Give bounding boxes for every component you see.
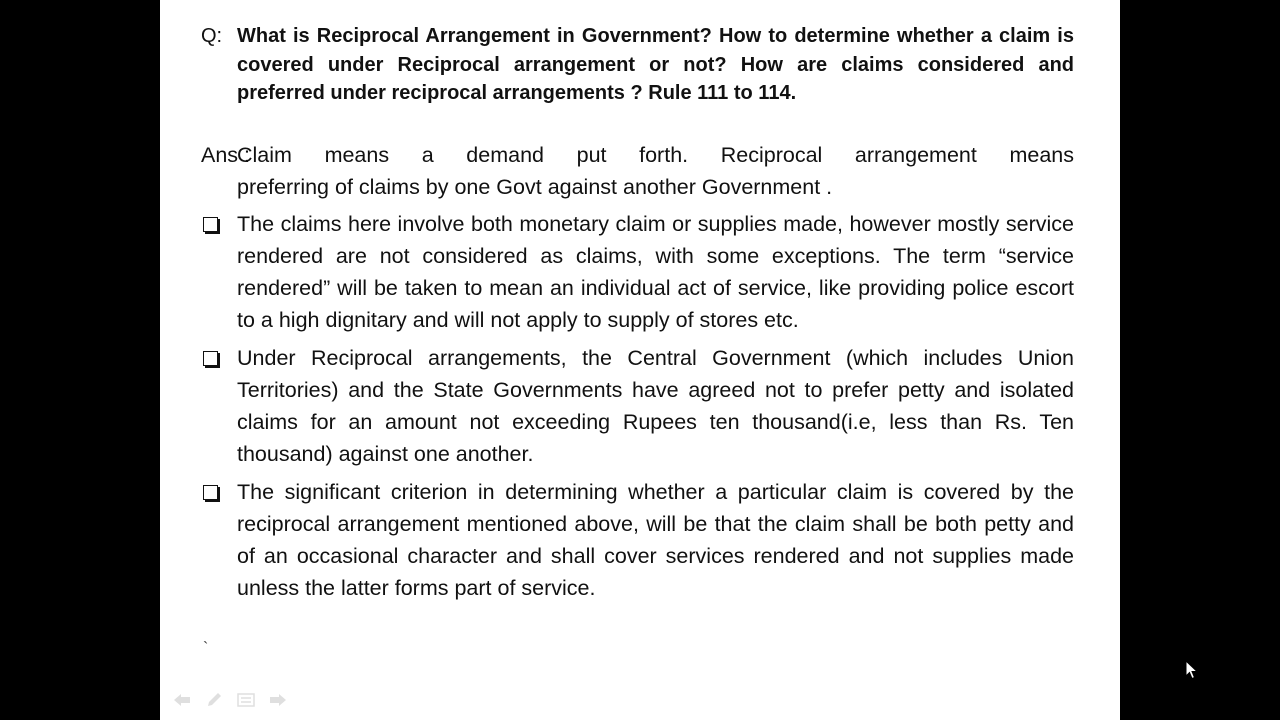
checkbox-icon — [203, 485, 218, 500]
slideshow-controls[interactable] — [172, 692, 288, 708]
answer-first-line: Claim means a demand put forth. Reciprocal arrangement means — [237, 142, 1074, 167]
checkbox-icon — [203, 217, 218, 232]
question-block — [201, 22, 1074, 108]
bullet-point — [201, 208, 1074, 336]
mouse-cursor-icon — [1185, 660, 1199, 680]
slide-content — [201, 22, 1074, 604]
next-slide-icon[interactable] — [268, 692, 288, 708]
bullet-text: The claims here involve both monetary claim or supplies made, however mostly service rendered are not considered as claims, with some exceptions. The term “service rendered” will be taken to mean an individual act of service, like providing police escort to a high dignitary and will not apply to supply of stores etc. — [237, 211, 1074, 332]
previous-slide-icon[interactable] — [172, 692, 192, 708]
presentation-slide — [160, 0, 1120, 720]
bullet-point — [201, 342, 1074, 470]
answer-block — [201, 139, 1074, 203]
question-text: What is Reciprocal Arrangement in Government? How to determine whether a claim is covered under Reciprocal arrangement or not? How are claims considered and preferred under reciprocal arrangements ? Rule 111 to 114. — [237, 25, 1074, 104]
pen-icon[interactable] — [204, 692, 224, 708]
bullet-text: The significant criterion in determining whether a particular claim is covered by the reciprocal arrangement mentioned above, will be that the claim shall be both petty and of an occasional character and shall cover services rendered and not supplies made unless the latter forms part of service. — [237, 479, 1074, 600]
checkbox-icon — [203, 351, 218, 366]
answer-prefix: Ans : — [201, 142, 250, 167]
question-prefix: Q: — [201, 25, 223, 47]
bullet-text: Under Reciprocal arrangements, the Central Government (which includes Union Territories) and the State Governments have agreed not to prefer petty and isolated claims for an amount not exceeding Rupees ten thousand(i.e, less than Rs. Ten thousand) against one another. — [237, 345, 1074, 466]
menu-icon[interactable] — [236, 692, 256, 708]
bullet-point — [201, 476, 1074, 604]
answer-continuation: preferring of claims by one Govt against another Government . — [237, 174, 833, 199]
stray-mark: ` — [203, 640, 209, 657]
